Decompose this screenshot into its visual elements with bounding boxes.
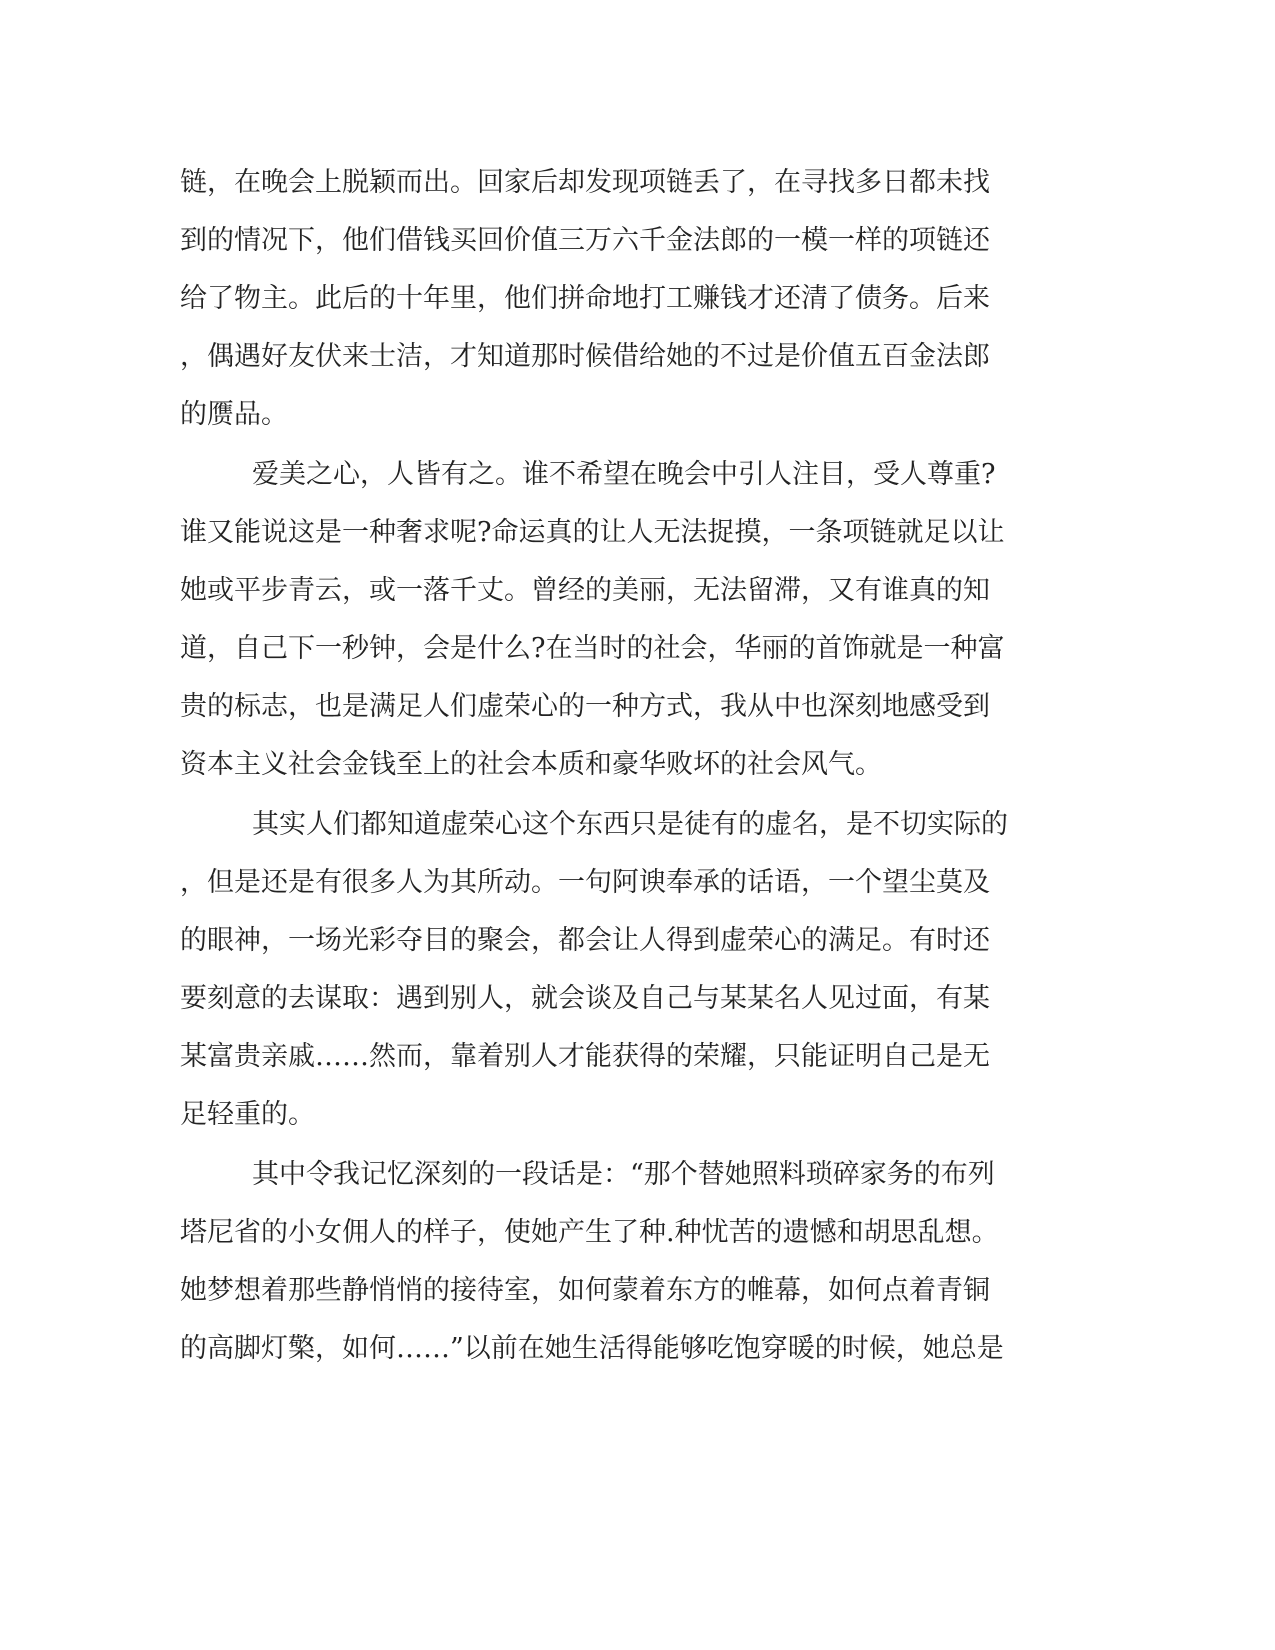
text-line: 资本主义社会金钱至上的社会本质和豪华败坏的社会风气。	[180, 749, 882, 780]
text-line: 某富贵亲戚……然而，靠着别人才能获得的荣耀，只能证明自己是无	[180, 1041, 990, 1072]
text-line: 链，在晚会上脱颖而出。回家后却发现项链丢了，在寻找多日都未找	[180, 167, 990, 198]
text-line: 足轻重的。	[180, 1099, 315, 1130]
text-line: 道，自己下一秒钟，会是什么?在当时的社会，华丽的首饰就是一种富	[180, 633, 1005, 664]
text-line: 给了物主。此后的十年里，他们拼命地打工赚钱才还清了债务。后来	[180, 283, 990, 314]
text-line: ，但是还是有很多人为其所动。一句阿谀奉承的话语，一个望尘莫及	[180, 867, 990, 898]
text-line: 的赝品。	[180, 399, 288, 430]
text-line: 谁又能说这是一种奢求呢?命运真的让人无法捉摸，一条项链就足以让	[180, 517, 1005, 548]
text-line: 她或平步青云，或一落千丈。曾经的美丽，无法留滞，又有谁真的知	[180, 575, 990, 606]
text-line: 要刻意的去谋取：遇到别人，就会谈及自己与某某名人见过面，有某	[180, 983, 990, 1014]
paragraph-start-line: 其实人们都知道虚荣心这个东西只是徒有的虚名，是不切实际的	[252, 809, 1008, 840]
text-line: 塔尼省的小女佣人的样子，使她产生了种.种忧苦的遗憾和胡思乱想。	[180, 1217, 999, 1248]
paragraph-start-line: 爱美之心，人皆有之。谁不希望在晚会中引人注目，受人尊重?	[252, 459, 996, 490]
text-line: 贵的标志，也是满足人们虚荣心的一种方式，我从中也深刻地感受到	[180, 691, 990, 722]
text-line: 的眼神，一场光彩夺目的聚会，都会让人得到虚荣心的满足。有时还	[180, 925, 990, 956]
text-line: ，偶遇好友伏来士洁，才知道那时候借给她的不过是价值五百金法郎	[180, 341, 990, 372]
paragraph-start-line: 其中令我记忆深刻的一段话是：“那个替她照料琐碎家务的布列	[252, 1159, 995, 1190]
text-line: 到的情况下，他们借钱买回价值三万六千金法郎的一模一样的项链还	[180, 225, 990, 256]
text-line: 她梦想着那些静悄悄的接待室，如何蒙着东方的帷幕，如何点着青铜	[180, 1275, 990, 1306]
text-line: 的高脚灯檠，如何……”以前在她生活得能够吃饱穿暖的时候，她总是	[180, 1333, 1004, 1364]
